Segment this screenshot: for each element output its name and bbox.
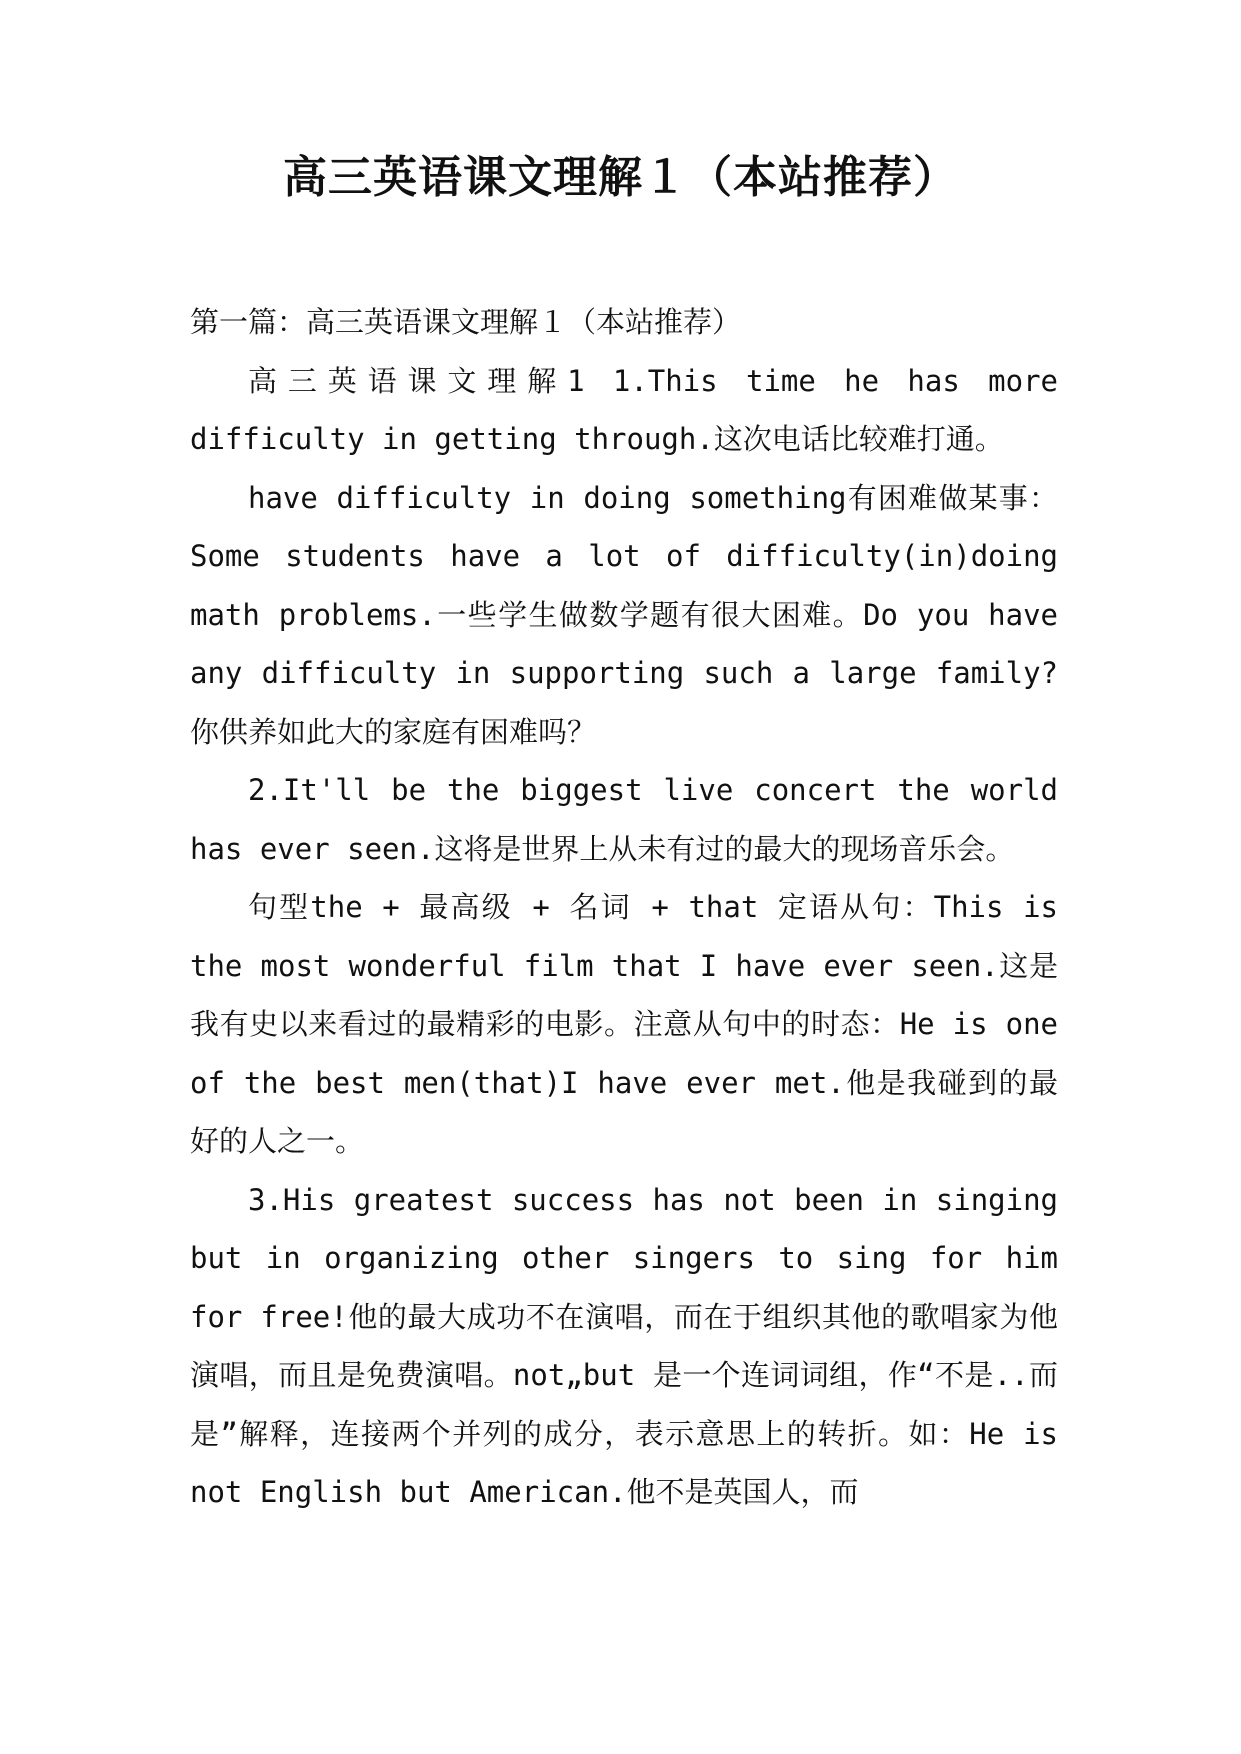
- paragraph-3: 2.It'll be the biggest live concert the world has ever seen.这将是世界上从未有过的最大的现场音乐会。: [190, 773, 1058, 866]
- document-body: [190, 293, 1058, 1522]
- paragraph-2: have difficulty in doing something有困难做某事：Some students have a lot of difficulty(in)doing math problems.一些学生做数学题有很大困难。Do you have any difficulty in supporting such a large family? 你供养如此大的家庭有困难吗？: [190, 480, 1058, 749]
- paragraph-4: 句型the + 最高级 + 名词 + that 定语从句：This is the most wonderful film that I have ever seen.这是我有史以来看过的最精彩的电影。注意从句中的时态：He is one of the best men(that)I have ever met.他是我碰到的最好的人之一。: [190, 890, 1058, 1158]
- paragraph-heading: 第一篇：高三英语课文理解１（本站推荐）: [190, 305, 742, 339]
- paragraph-1: 高三英语课文理解1 1.This time he has more difficulty in getting through.这次电话比较难打通。: [190, 363, 1058, 456]
- paragraph-5: 3.His greatest success has not been in singing but in organizing other singers to sing for him for free!他的最大成功不在演唱，而在于组织其他的歌唱家为他演唱，而且是免费演唱。not„but 是一个连词词组，作“不是..而是”解释，连接两个并列的成分，表示意思上的转折。如：He is not English but American.他不是英国人，而: [190, 1182, 1058, 1509]
- document-title: 高三英语课文理解１（本站推荐）: [283, 152, 958, 203]
